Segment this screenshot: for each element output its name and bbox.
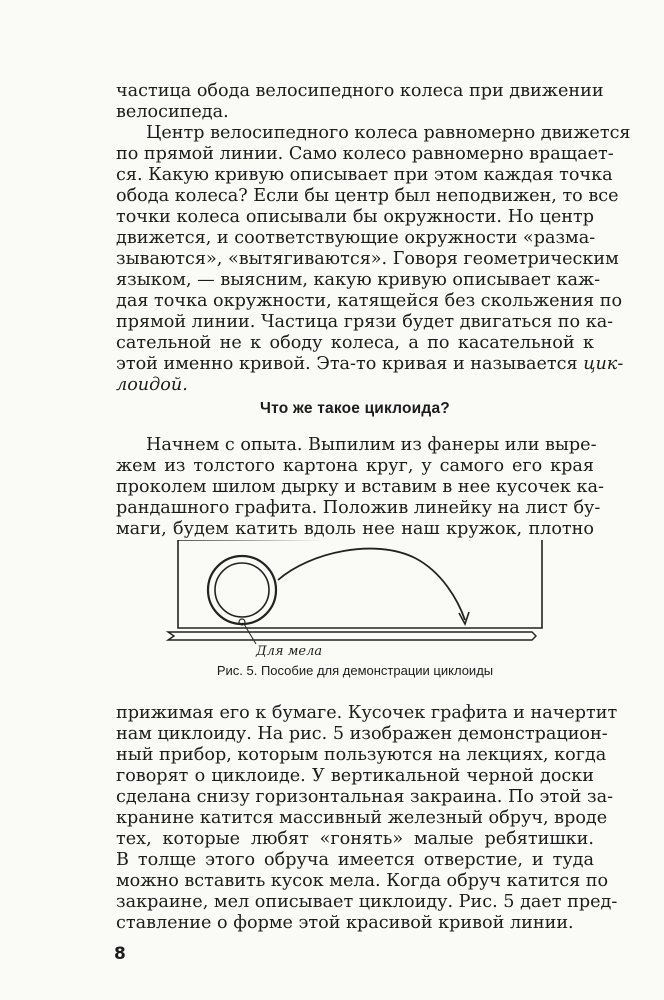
text-line: движется, и соответствующие окружности «разма- <box>116 228 596 248</box>
text-line: зываются», «вытягиваются». Говоря геометрическим <box>116 249 619 269</box>
text-line: ный прибор, которым пользуются на лекциях, когда <box>116 745 607 765</box>
text-line: велосипеда. <box>116 102 229 122</box>
text-line: В толще этого обруча имеется отверстие, и туда <box>116 850 594 870</box>
text-line <box>116 353 624 375</box>
text-line: Начнем с опыта. Выпилим из фанеры или выре- <box>146 435 597 455</box>
text-line: частица обода велосипедного колеса при движении <box>116 81 604 101</box>
text-line: сделана снизу горизонтальная закраина. По этой за- <box>116 787 614 807</box>
text-line: языком, — выясним, какую кривую описывает каж- <box>116 270 601 290</box>
text-line: можно вставить кусок мела. Когда обруч катится по <box>116 871 609 891</box>
section-heading: Что же такое циклоида? <box>260 400 450 417</box>
text-line: по прямой линии. Само колесо равномерно вращает- <box>116 144 614 164</box>
label-leader <box>244 624 256 644</box>
text-line: говорят о циклоиде. У вертикальной черной доски <box>116 766 594 786</box>
chalk-label: Для мела <box>256 644 323 659</box>
hoop-outer <box>208 556 276 624</box>
text-line-body: этой именно кривой. Эта-то кривая и называется <box>116 354 578 374</box>
text-line: обода колеса? Если бы центр был неподвижен, то все <box>116 186 619 206</box>
cycloid-apparatus-drawing <box>160 540 550 670</box>
text-line: закраине, мел описывает циклоиду. Рис. 5 дает пред- <box>116 892 618 912</box>
text-line: сательной не к ободу колеса, а по касательной к <box>116 333 594 353</box>
text-line: прижимая его к бумаге. Кусочек графита и начертит <box>116 703 618 723</box>
text-line: кранине катится массивный железный обруч, вроде <box>116 808 608 828</box>
text-line: тех, которые любят «гонять» малые ребятишки. <box>116 829 594 849</box>
text-line: маги, будем катить вдоль нее наш кружок, плотно <box>116 519 594 539</box>
text-line: проколем шилом дырку и вставим в нее кусочек ка- <box>116 477 604 497</box>
text-line <box>116 374 594 396</box>
text-line: ся. Какую кривую описывает при этом каждая точка <box>116 165 613 185</box>
ledge <box>168 632 536 640</box>
text-line: прямой линии. Частица грязи будет двигаться по ка- <box>116 312 614 332</box>
italic-term: лоидой. <box>116 375 188 395</box>
text-line: ставление о форме этой красивой кривой линии. <box>116 913 574 933</box>
text-line: дая точка окружности, катящейся без скольжения по <box>116 291 623 311</box>
text-line: нам циклоиду. На рис. 5 изображен демонстрацион- <box>116 724 608 744</box>
cycloid-curve <box>278 549 465 620</box>
figure-cycloid-apparatus <box>160 540 550 680</box>
hoop-inner <box>215 563 269 617</box>
italic-term: цик- <box>583 354 624 374</box>
text-line: жем из толстого картона круг, у самого его края <box>116 456 594 476</box>
page-number: 8 <box>114 944 126 964</box>
text-line: точки колеса описывали бы окружности. Но центр <box>116 207 594 227</box>
text-line: рандашного графита. Положив линейку на лист бу- <box>116 498 601 518</box>
figure-caption: Рис. 5. Пособие для демонстрации циклоиды <box>216 663 494 678</box>
text-line: Центр велосипедного колеса равномерно движется <box>146 123 631 143</box>
